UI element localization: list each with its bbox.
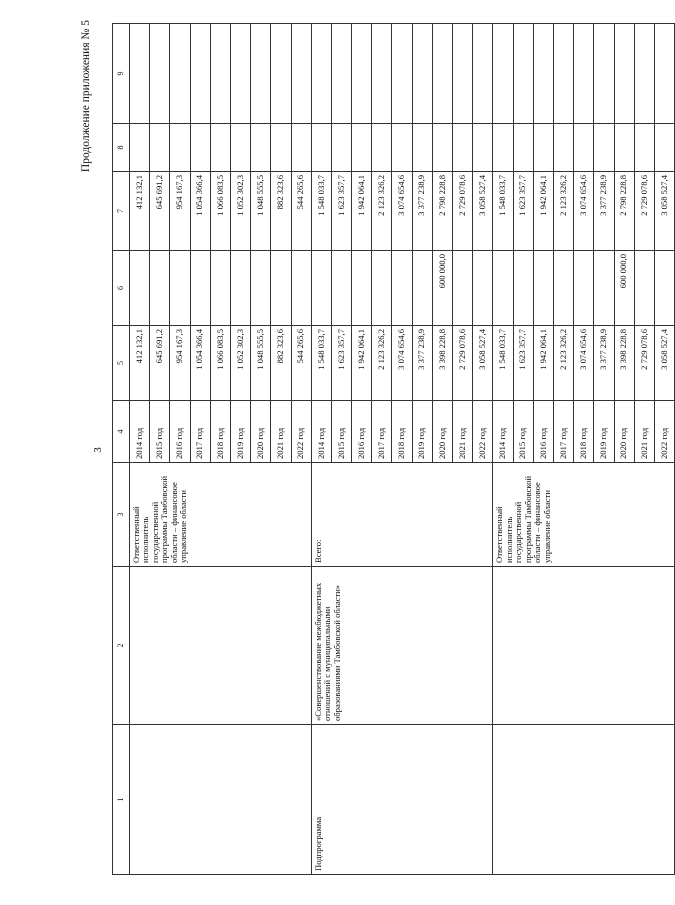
- federal-amount-cell: [392, 251, 412, 326]
- total-amount-cell: 1 548 033,7: [311, 326, 331, 401]
- regional-amount-cell: 412 132,1: [130, 172, 150, 251]
- year-cell: 2017 год: [372, 401, 392, 463]
- column-number: 6: [113, 251, 130, 326]
- federal-amount-cell: [412, 251, 432, 326]
- empty-cell-col9: [311, 24, 331, 124]
- total-amount-cell: 3 377 238,9: [412, 326, 432, 401]
- empty-cell-col8: [614, 124, 634, 172]
- empty-cell-col8: [493, 124, 513, 172]
- year-cell: 2014 год: [311, 401, 331, 463]
- total-amount-cell: 2 123 326,2: [553, 326, 573, 401]
- appendix-continuation-label: Продолжение приложения № 5: [80, 20, 92, 173]
- federal-amount-cell: [473, 251, 493, 326]
- empty-cell-col8: [432, 124, 452, 172]
- federal-amount-cell: [271, 251, 291, 326]
- federal-amount-cell: [251, 251, 271, 326]
- federal-amount-cell: [331, 251, 351, 326]
- total-amount-cell: 3 398 228,8: [432, 326, 452, 401]
- regional-amount-cell: 2 729 078,6: [634, 172, 654, 251]
- year-cell: 2020 год: [432, 401, 452, 463]
- federal-amount-cell: [291, 251, 311, 326]
- total-amount-cell: 1 048 555,5: [251, 326, 271, 401]
- federal-amount-cell: [230, 251, 250, 326]
- column-number: 2: [113, 567, 130, 725]
- year-cell: 2019 год: [594, 401, 614, 463]
- total-amount-cell: 1 052 302,3: [230, 326, 250, 401]
- regional-amount-cell: 1 548 033,7: [311, 172, 331, 251]
- year-cell: 2015 год: [331, 401, 351, 463]
- regional-amount-cell: 1 052 302,3: [230, 172, 250, 251]
- total-amount-cell: 1 054 366,4: [190, 326, 210, 401]
- federal-amount-cell: [533, 251, 553, 326]
- empty-cell-col9: [190, 24, 210, 124]
- empty-cell-col9: [251, 24, 271, 124]
- empty-cell-col9: [574, 24, 594, 124]
- empty-cell-col9: [352, 24, 372, 124]
- federal-amount-cell: [574, 251, 594, 326]
- regional-amount-cell: 1 942 064,1: [352, 172, 372, 251]
- total-amount-cell: 1 548 033,7: [493, 326, 513, 401]
- federal-amount-cell: 600 000,0: [432, 251, 452, 326]
- page-number: 3: [92, 447, 104, 453]
- column-number: 3: [113, 463, 130, 567]
- empty-cell-col9: [412, 24, 432, 124]
- regional-amount-cell: 2 798 228,8: [614, 172, 634, 251]
- year-cell: 2014 год: [130, 401, 150, 463]
- empty-cell-col8: [190, 124, 210, 172]
- table-row: [311, 24, 331, 875]
- year-cell: 2021 год: [271, 401, 291, 463]
- empty-cell-col8: [654, 124, 674, 172]
- year-cell: 2021 год: [634, 401, 654, 463]
- row-label-cell: [130, 725, 312, 875]
- empty-cell-col8: [392, 124, 412, 172]
- empty-cell-col8: [230, 124, 250, 172]
- regional-amount-cell: 645 691,2: [150, 172, 170, 251]
- year-cell: 2019 год: [230, 401, 250, 463]
- total-amount-cell: 3 058 527,4: [473, 326, 493, 401]
- total-amount-cell: 3 377 238,9: [594, 326, 614, 401]
- column-number-row: [113, 24, 130, 875]
- empty-cell-col9: [170, 24, 190, 124]
- empty-cell-col9: [654, 24, 674, 124]
- column-number: 7: [113, 172, 130, 251]
- empty-cell-col9: [553, 24, 573, 124]
- total-amount-cell: 2 729 078,6: [453, 326, 473, 401]
- total-amount-cell: 3 058 527,4: [654, 326, 674, 401]
- regional-amount-cell: 1 548 033,7: [493, 172, 513, 251]
- empty-cell-col9: [453, 24, 473, 124]
- table-body: [113, 24, 675, 875]
- total-amount-cell: 1 942 064,1: [352, 326, 372, 401]
- federal-amount-cell: [453, 251, 473, 326]
- empty-cell-col9: [614, 24, 634, 124]
- empty-cell-col9: [130, 24, 150, 124]
- federal-amount-cell: [352, 251, 372, 326]
- empty-cell-col8: [553, 124, 573, 172]
- empty-cell-col9: [493, 24, 513, 124]
- federal-amount-cell: [654, 251, 674, 326]
- responsible-cell: Всего:: [311, 463, 493, 567]
- empty-cell-col9: [594, 24, 614, 124]
- year-cell: 2018 год: [574, 401, 594, 463]
- subprogram-name-cell: «Совершенствование межбюджетных отношений с муниципальными образованиями Тамбовской области»: [311, 567, 493, 725]
- column-number: 1: [113, 725, 130, 875]
- federal-amount-cell: [170, 251, 190, 326]
- subprogram-name-cell: [130, 567, 312, 725]
- regional-amount-cell: 2 729 078,6: [453, 172, 473, 251]
- empty-cell-col9: [513, 24, 533, 124]
- column-number: 8: [113, 124, 130, 172]
- empty-cell-col8: [453, 124, 473, 172]
- total-amount-cell: 2 123 326,2: [372, 326, 392, 401]
- empty-cell-col8: [513, 124, 533, 172]
- federal-amount-cell: [634, 251, 654, 326]
- empty-cell-col9: [271, 24, 291, 124]
- empty-cell-col9: [634, 24, 654, 124]
- empty-cell-col9: [291, 24, 311, 124]
- empty-cell-col9: [533, 24, 553, 124]
- empty-cell-col8: [331, 124, 351, 172]
- total-amount-cell: 1 623 357,7: [513, 326, 533, 401]
- empty-cell-col8: [594, 124, 614, 172]
- total-amount-cell: 3 074 654,6: [574, 326, 594, 401]
- regional-amount-cell: 1 623 357,7: [513, 172, 533, 251]
- federal-amount-cell: [150, 251, 170, 326]
- empty-cell-col9: [210, 24, 230, 124]
- empty-cell-col9: [331, 24, 351, 124]
- regional-amount-cell: 882 323,6: [271, 172, 291, 251]
- empty-cell-col8: [533, 124, 553, 172]
- year-cell: 2014 год: [493, 401, 513, 463]
- regional-amount-cell: 2 798 228,8: [432, 172, 452, 251]
- table-row: [493, 24, 513, 875]
- total-amount-cell: 2 729 078,6: [634, 326, 654, 401]
- year-cell: 2022 год: [654, 401, 674, 463]
- empty-cell-col8: [130, 124, 150, 172]
- year-cell: 2017 год: [553, 401, 573, 463]
- year-cell: 2016 год: [170, 401, 190, 463]
- federal-amount-cell: [372, 251, 392, 326]
- federal-amount-cell: [594, 251, 614, 326]
- column-number: 9: [113, 24, 130, 124]
- regional-amount-cell: 3 377 238,9: [412, 172, 432, 251]
- federal-amount-cell: [513, 251, 533, 326]
- regional-amount-cell: 1 942 064,1: [533, 172, 553, 251]
- year-cell: 2022 год: [473, 401, 493, 463]
- empty-cell-col8: [311, 124, 331, 172]
- empty-cell-col8: [473, 124, 493, 172]
- regional-amount-cell: 3 074 654,6: [392, 172, 412, 251]
- column-number: 5: [113, 326, 130, 401]
- empty-cell-col8: [412, 124, 432, 172]
- empty-cell-col9: [372, 24, 392, 124]
- year-cell: 2015 год: [150, 401, 170, 463]
- federal-amount-cell: [311, 251, 331, 326]
- regional-amount-cell: 3 074 654,6: [574, 172, 594, 251]
- federal-amount-cell: [493, 251, 513, 326]
- year-cell: 2017 год: [190, 401, 210, 463]
- empty-cell-col8: [150, 124, 170, 172]
- regional-amount-cell: 2 123 326,2: [553, 172, 573, 251]
- total-amount-cell: 882 323,6: [271, 326, 291, 401]
- row-label-cell: [493, 725, 675, 875]
- regional-amount-cell: 1 066 083,5: [210, 172, 230, 251]
- empty-cell-col8: [574, 124, 594, 172]
- table-row: [130, 24, 150, 875]
- regional-amount-cell: 1 623 357,7: [331, 172, 351, 251]
- year-cell: 2022 год: [291, 401, 311, 463]
- year-cell: 2020 год: [614, 401, 634, 463]
- regional-amount-cell: 2 123 326,2: [372, 172, 392, 251]
- regional-amount-cell: 544 265,6: [291, 172, 311, 251]
- year-cell: 2020 год: [251, 401, 271, 463]
- empty-cell-col8: [170, 124, 190, 172]
- subprogram-name-cell: [493, 567, 675, 725]
- empty-cell-col8: [271, 124, 291, 172]
- year-cell: 2018 год: [210, 401, 230, 463]
- empty-cell-col9: [150, 24, 170, 124]
- federal-amount-cell: [130, 251, 150, 326]
- total-amount-cell: 3 074 654,6: [392, 326, 412, 401]
- empty-cell-col8: [251, 124, 271, 172]
- year-cell: 2016 год: [533, 401, 553, 463]
- total-amount-cell: 1 066 083,5: [210, 326, 230, 401]
- empty-cell-col8: [210, 124, 230, 172]
- total-amount-cell: 645 691,2: [150, 326, 170, 401]
- year-cell: 2019 год: [412, 401, 432, 463]
- budget-table: [112, 23, 675, 875]
- regional-amount-cell: 3 058 527,4: [473, 172, 493, 251]
- total-amount-cell: 954 167,3: [170, 326, 190, 401]
- responsible-cell: Ответственный исполнитель государственной программы Тамбовской области – финансовое управление области: [493, 463, 675, 567]
- empty-cell-col9: [432, 24, 452, 124]
- year-cell: 2015 год: [513, 401, 533, 463]
- total-amount-cell: 1 942 064,1: [533, 326, 553, 401]
- total-amount-cell: 544 265,6: [291, 326, 311, 401]
- empty-cell-col8: [634, 124, 654, 172]
- federal-amount-cell: [553, 251, 573, 326]
- empty-cell-col8: [372, 124, 392, 172]
- total-amount-cell: 1 623 357,7: [331, 326, 351, 401]
- total-amount-cell: 3 398 228,8: [614, 326, 634, 401]
- row-label-cell: Подпрограмма: [311, 725, 493, 875]
- regional-amount-cell: 1 054 366,4: [190, 172, 210, 251]
- federal-amount-cell: [190, 251, 210, 326]
- empty-cell-col8: [352, 124, 372, 172]
- column-number: 4: [113, 401, 130, 463]
- year-cell: 2021 год: [453, 401, 473, 463]
- responsible-cell: Ответственный исполнитель государственной программы Тамбовской области – финансовое управление области: [130, 463, 312, 567]
- empty-cell-col9: [230, 24, 250, 124]
- total-amount-cell: 412 132,1: [130, 326, 150, 401]
- federal-amount-cell: 600 000,0: [614, 251, 634, 326]
- empty-cell-col9: [392, 24, 412, 124]
- regional-amount-cell: 3 377 238,9: [594, 172, 614, 251]
- regional-amount-cell: 954 167,3: [170, 172, 190, 251]
- regional-amount-cell: 3 058 527,4: [654, 172, 674, 251]
- regional-amount-cell: 1 048 555,5: [251, 172, 271, 251]
- year-cell: 2016 год: [352, 401, 372, 463]
- federal-amount-cell: [210, 251, 230, 326]
- year-cell: 2018 год: [392, 401, 412, 463]
- empty-cell-col9: [473, 24, 493, 124]
- empty-cell-col8: [291, 124, 311, 172]
